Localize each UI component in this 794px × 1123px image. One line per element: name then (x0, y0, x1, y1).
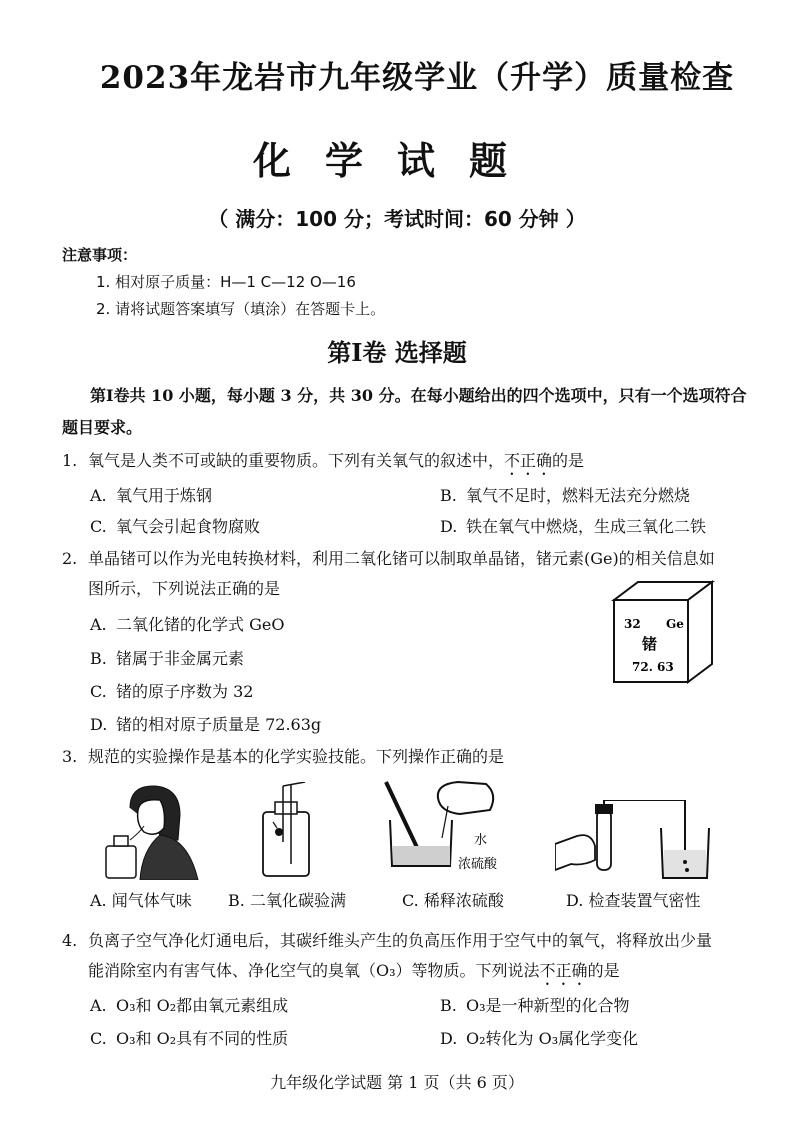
figure-airtight-check (555, 800, 715, 882)
question-number: 4. (62, 931, 78, 950)
question-number: 1. (62, 451, 78, 470)
option-b: B. 氧气不足时，燃料无法充分燃烧 (440, 486, 691, 505)
caption-b: B. 二氧化碳验满 (228, 891, 346, 910)
question-4-stem: 4. 负离子空气净化灯通电后，其碳纤维头产生的负高压作用于空气中的氧气，将释放出少量 能消除室内有害气体、净化空气的臭氧（O₃）等物质。下列说法不正确的是 (62, 926, 767, 989)
notes-heading: 注意事项： (62, 246, 138, 264)
element-symbol: Ge (666, 617, 684, 631)
option-d: D. 锗的相对原子质量是 72.63g (90, 715, 322, 734)
option-b: B. 锗属于非金属元素 (90, 649, 245, 668)
subject-title: 化学试题 (252, 138, 541, 183)
figure-co2-test (255, 782, 325, 880)
atomic-mass: 72. 63 (632, 660, 674, 674)
emphasis-text: 不正确 (539, 961, 588, 980)
option-c: C. O₃和 O₂具有不同的性质 (90, 1029, 289, 1048)
question-1-stem: 1. 氧气是人类不可或缺的重要物质。下列有关氧气的叙述中，不正确的是 (62, 446, 767, 479)
option-a: A. O₃和 O₂都由氧元素组成 (90, 996, 289, 1015)
caption-a: A. 闻气体气味 (90, 891, 192, 910)
section-intro: 第Ⅰ卷共 10 小题，每小题 3 分，共 30 分。在每小题给出的四个选项中，只有一个选项符合题目要求。 (62, 386, 747, 437)
acid-label: 浓硫酸 (458, 857, 498, 872)
option-b: B. O₃是一种新型的化合物 (440, 996, 630, 1015)
question-3-stem: 3. 规范的实验操作是基本的化学实验技能。下列操作正确的是 (62, 742, 767, 772)
question-2-stem: 2. 单晶锗可以作为光电转换材料，利用二氧化锗可以制取单晶锗，锗元素(Ge)的相关信息如 图所示，下列说法正确的是 (62, 544, 767, 604)
option-a: A. 二氧化锗的化学式 GeO (90, 615, 285, 634)
figure-dilute-acid (378, 776, 518, 872)
water-label: 水 (474, 833, 488, 848)
option-a: A. 氧气用于炼钢 (90, 486, 213, 505)
option-d: D. 铁在氧气中燃烧，生成三氧化二铁 (440, 517, 707, 536)
exam-meta: （ 满分：100 分；考试时间：60 分钟 ） (208, 207, 586, 231)
note-item: 2. 请将试题答案填写（填涂）在答题卡上。 (96, 300, 386, 318)
option-c: C. 氧气会引起食物腐败 (90, 517, 261, 536)
element-name: 锗 (642, 635, 658, 653)
atomic-number: 32 (624, 617, 641, 631)
emphasis-text: 不正确 (504, 451, 553, 470)
page-footer: 九年级化学试题 第 1 页（共 6 页） (270, 1073, 524, 1092)
exam-title: 2023年龙岩市九年级学业（升学）质量检查 (99, 60, 735, 96)
element-card-figure (608, 578, 718, 690)
option-c: C. 锗的原子序数为 32 (90, 682, 254, 701)
section-title: 第Ⅰ卷 选择题 (327, 338, 467, 367)
option-d: D. O₂转化为 O₃属化学变化 (440, 1029, 639, 1048)
figure-smell-gas (100, 780, 200, 880)
question-number: 2. (62, 549, 78, 568)
caption-c: C. 稀释浓硫酸 (402, 891, 504, 910)
caption-d: D. 检查装置气密性 (566, 891, 701, 910)
note-item: 1. 相对原子质量：H—1 C—12 O—16 (96, 273, 356, 291)
question-number: 3. (62, 747, 78, 766)
